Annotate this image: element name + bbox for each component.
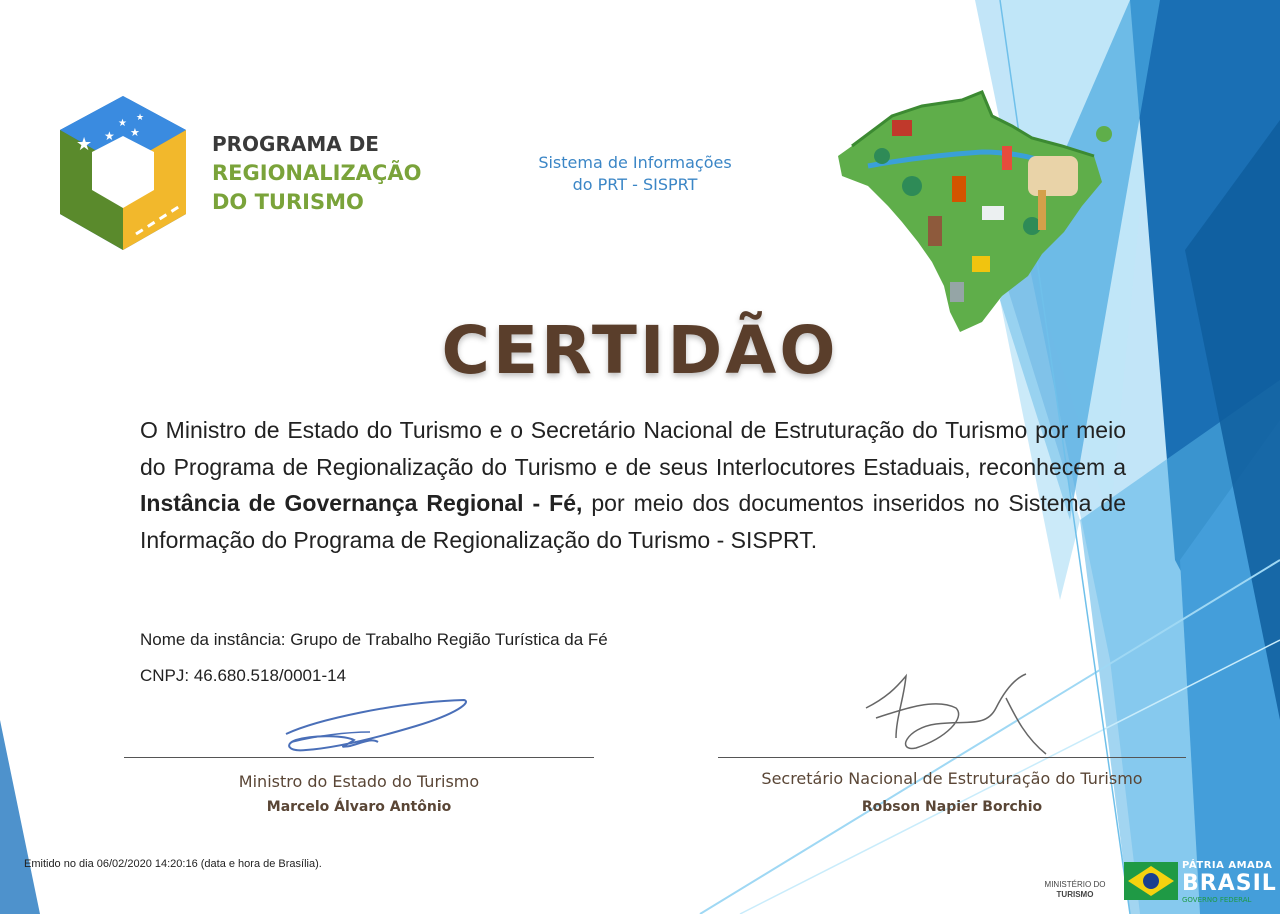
signature-left-scribble xyxy=(276,692,476,760)
body-text-highlight: Instância de Governança Regional - Fé, xyxy=(140,490,583,516)
patria-amada-brasil xyxy=(1182,860,1277,905)
ministerio-turismo-logo xyxy=(1030,880,1120,900)
emission-date: Emitido no dia 06/02/2020 14:20:16 (data e hora de Brasília). xyxy=(24,858,322,870)
program-title xyxy=(212,130,421,217)
signature-right-scribble xyxy=(856,668,1052,760)
svg-text:★: ★ xyxy=(104,129,115,143)
brazil-map-icon xyxy=(832,86,1118,336)
svg-text:★: ★ xyxy=(118,118,127,129)
brasil-word: BRASIL xyxy=(1182,871,1277,896)
brasil-flag-icon xyxy=(1124,862,1178,900)
svg-text:★: ★ xyxy=(112,143,121,153)
ministerio-line2: TURISMO xyxy=(1056,890,1094,899)
signature-left-name: Marcelo Álvaro Antônio xyxy=(266,799,452,815)
prt-logo-icon xyxy=(52,92,194,254)
sisprt-line1: Sistema de Informações xyxy=(538,153,732,172)
sisprt-label xyxy=(512,152,758,196)
instance-name: Nome da instância: Grupo de Trabalho Região Turística da Fé xyxy=(140,630,608,649)
sisprt-line2: do PRT - SISPRT xyxy=(572,175,698,194)
ministerio-line1: MINISTÉRIO DO xyxy=(1044,880,1106,889)
body-text-part2: por meio dos documentos inseridos no Sistema de Informação do Programa de Regionalização do Turismo - SISPRT. xyxy=(140,490,1127,553)
svg-text:★: ★ xyxy=(76,134,93,155)
signature-line-right xyxy=(718,757,1186,758)
program-title-line3: DO TURISMO xyxy=(212,190,364,214)
certificate-title: CERTIDÃO xyxy=(441,312,839,389)
signature-line-left xyxy=(124,757,594,758)
svg-text:★: ★ xyxy=(136,113,145,123)
body-text-part1: O Ministro de Estado do Turismo e o Secretário Nacional de Estruturação do Turismo por meio do Programa de Regionalização do Turismo e de seus Interlocutores Estaduais, reconhecem a xyxy=(140,417,1126,480)
governo-federal: GOVERNO FEDERAL xyxy=(1182,896,1252,904)
patria-amada: PÁTRIA AMADA xyxy=(1182,860,1273,871)
cnpj: CNPJ: 46.680.518/0001-14 xyxy=(140,666,347,685)
program-title-line1: PROGRAMA DE xyxy=(212,132,379,156)
certificate-body xyxy=(140,412,1126,558)
signature-left-role: Ministro do Estado do Turismo xyxy=(238,772,480,791)
signature-right-name: Robson Napier Borchio xyxy=(861,799,1043,815)
svg-text:★: ★ xyxy=(130,126,140,139)
program-title-line2: REGIONALIZAÇÃO xyxy=(212,161,422,185)
signature-right-role: Secretário Nacional de Estruturação do Turismo xyxy=(761,769,1143,788)
